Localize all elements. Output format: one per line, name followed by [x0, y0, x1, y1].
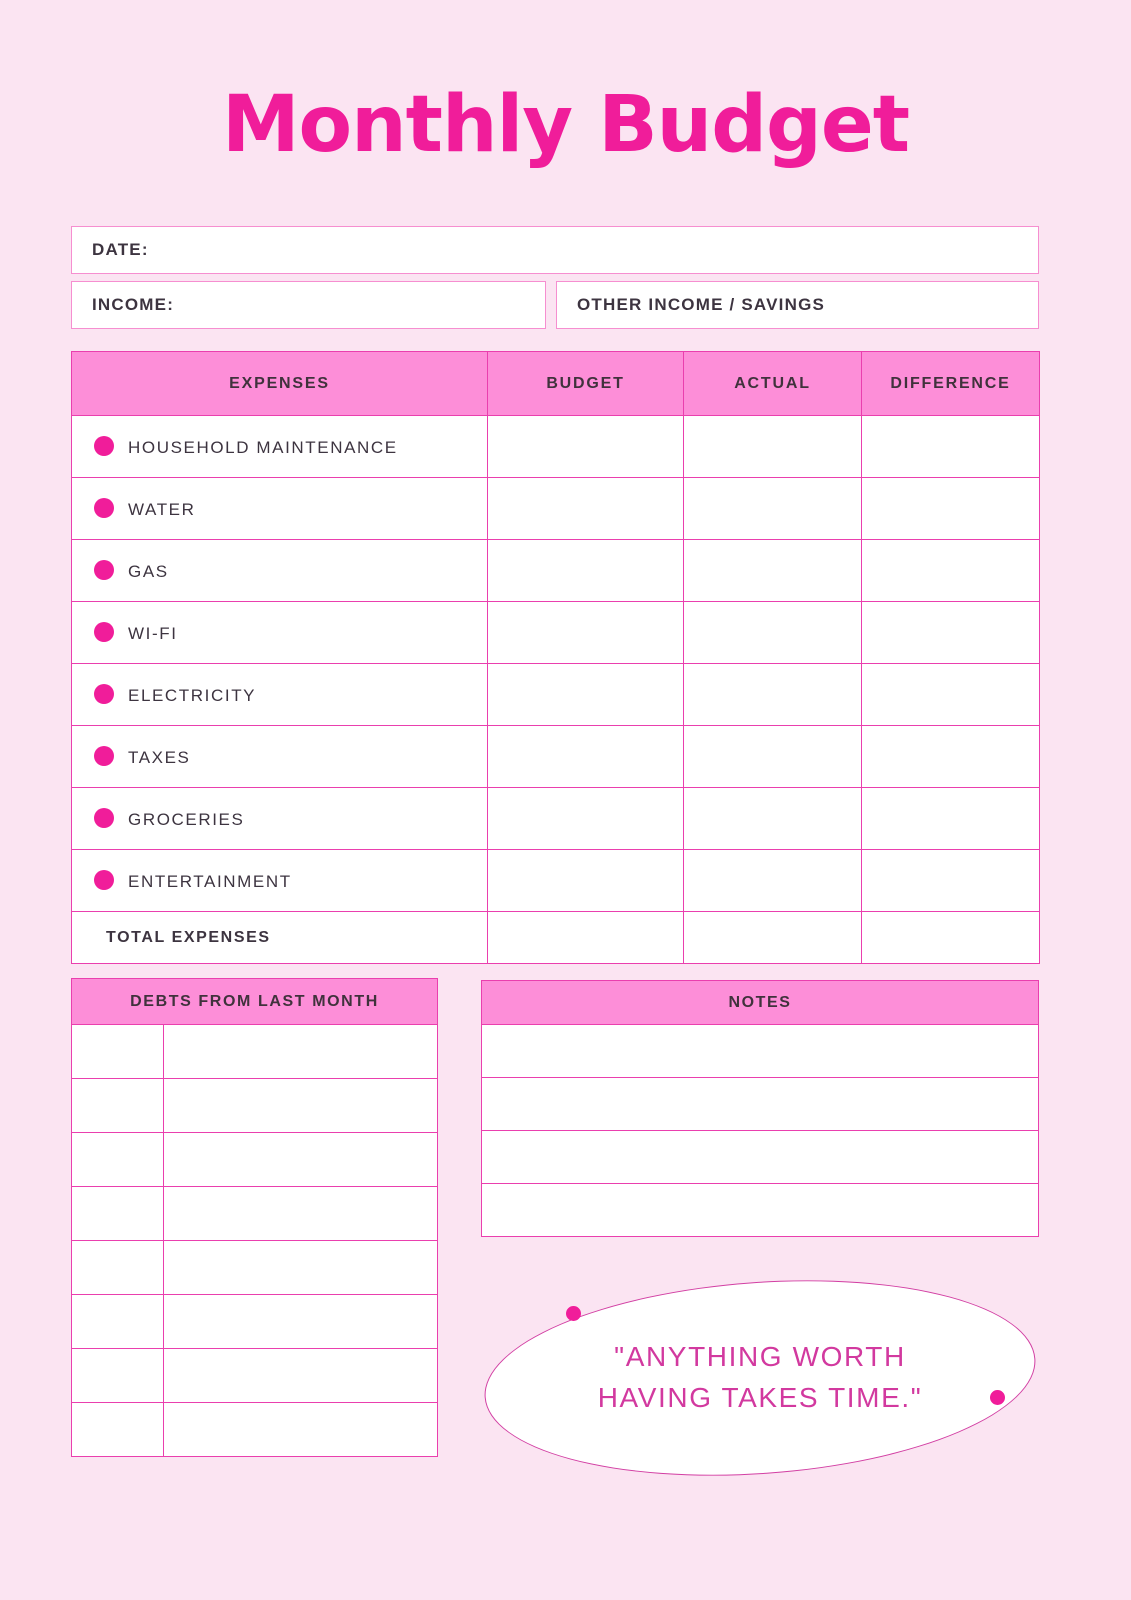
debts-title: DEBTS FROM LAST MONTH — [72, 979, 438, 1025]
debts-table — [71, 978, 438, 1457]
table-row — [72, 540, 1040, 602]
expense-name-cell — [72, 788, 488, 850]
quote-line-2: HAVING TAKES TIME." — [597, 1382, 923, 1413]
debt-name-cell[interactable] — [164, 1241, 438, 1295]
debt-name-cell[interactable] — [164, 1079, 438, 1133]
expense-name-cell — [72, 478, 488, 540]
column-header-expenses: EXPENSES — [72, 352, 488, 416]
budget-cell[interactable] — [488, 416, 684, 478]
column-header-difference: DIFFERENCE — [862, 352, 1040, 416]
quote-badge — [484, 1282, 1036, 1474]
table-row — [72, 602, 1040, 664]
table-row — [72, 788, 1040, 850]
table-row — [72, 1295, 438, 1349]
table-row — [72, 726, 1040, 788]
table-row — [72, 1133, 438, 1187]
budget-cell[interactable] — [488, 478, 684, 540]
total-budget-cell[interactable] — [488, 912, 684, 964]
expense-label: WATER — [128, 499, 196, 519]
debt-amount-cell[interactable] — [72, 1349, 164, 1403]
debt-name-cell[interactable] — [164, 1025, 438, 1079]
difference-cell[interactable] — [862, 788, 1040, 850]
budget-cell[interactable] — [488, 788, 684, 850]
bullet-dot-icon — [94, 808, 114, 828]
note-line[interactable] — [482, 1131, 1039, 1184]
expense-name-cell — [72, 664, 488, 726]
table-row — [482, 1184, 1039, 1237]
income-label: INCOME: — [92, 295, 175, 314]
expense-label: GROCERIES — [128, 809, 245, 829]
expense-name-cell — [72, 602, 488, 664]
debt-name-cell[interactable] — [164, 1187, 438, 1241]
actual-cell[interactable] — [684, 850, 862, 912]
actual-cell[interactable] — [684, 416, 862, 478]
expense-label: GAS — [128, 561, 169, 581]
page-title: Monthly Budget — [221, 80, 910, 170]
expense-label: ENTERTAINMENT — [128, 871, 292, 891]
expense-label: ELECTRICITY — [128, 685, 257, 705]
table-row — [72, 1349, 438, 1403]
column-header-actual: ACTUAL — [684, 352, 862, 416]
expense-name-cell — [72, 850, 488, 912]
debt-amount-cell[interactable] — [72, 1025, 164, 1079]
note-line[interactable] — [482, 1078, 1039, 1131]
difference-cell[interactable] — [862, 478, 1040, 540]
total-actual-cell[interactable] — [684, 912, 862, 964]
quote-line-1: "ANYTHING WORTH — [614, 1341, 906, 1373]
table-row — [72, 1403, 438, 1457]
table-row — [72, 478, 1040, 540]
table-row — [72, 416, 1040, 478]
notes-table — [481, 980, 1039, 1237]
table-row — [72, 1187, 438, 1241]
other-income-savings-field[interactable] — [556, 281, 1039, 329]
actual-cell[interactable] — [684, 726, 862, 788]
debt-name-cell[interactable] — [164, 1349, 438, 1403]
notes-title: NOTES — [482, 981, 1039, 1025]
debt-amount-cell[interactable] — [72, 1241, 164, 1295]
quote-dot-icon-top — [566, 1306, 581, 1321]
difference-cell[interactable] — [862, 416, 1040, 478]
table-row — [72, 1241, 438, 1295]
table-row — [72, 1079, 438, 1133]
date-label: DATE: — [92, 240, 149, 259]
table-row — [72, 850, 1040, 912]
table-row — [72, 1025, 438, 1079]
actual-cell[interactable] — [684, 478, 862, 540]
actual-cell[interactable] — [684, 602, 862, 664]
total-expenses-row — [72, 912, 1040, 964]
table-header-row — [72, 352, 1040, 416]
bullet-dot-icon — [94, 746, 114, 766]
expenses-table — [71, 351, 1040, 964]
table-row — [482, 1025, 1039, 1078]
income-field[interactable] — [71, 281, 546, 329]
table-row — [482, 1131, 1039, 1184]
table-row — [482, 1078, 1039, 1131]
bullet-dot-icon — [94, 870, 114, 890]
bullet-dot-icon — [94, 436, 114, 456]
expense-label: TAXES — [128, 747, 191, 767]
expense-label: WI-FI — [128, 623, 178, 643]
budget-cell[interactable] — [488, 664, 684, 726]
quote-dot-icon-right — [990, 1390, 1005, 1405]
difference-cell[interactable] — [862, 602, 1040, 664]
actual-cell[interactable] — [684, 788, 862, 850]
other-income-label: OTHER INCOME / SAVINGS — [577, 295, 826, 314]
bullet-dot-icon — [94, 622, 114, 642]
expense-name-cell — [72, 416, 488, 478]
debt-name-cell[interactable] — [164, 1133, 438, 1187]
difference-cell[interactable] — [862, 540, 1040, 602]
note-line[interactable] — [482, 1184, 1039, 1237]
bullet-dot-icon — [94, 560, 114, 580]
debt-amount-cell[interactable] — [72, 1403, 164, 1457]
actual-cell[interactable] — [684, 540, 862, 602]
debt-amount-cell[interactable] — [72, 1187, 164, 1241]
expense-label: HOUSEHOLD MAINTENANCE — [128, 437, 398, 457]
date-field[interactable] — [71, 226, 1039, 274]
budget-cell[interactable] — [488, 540, 684, 602]
budget-cell[interactable] — [488, 850, 684, 912]
debt-amount-cell[interactable] — [72, 1133, 164, 1187]
bullet-dot-icon — [94, 498, 114, 518]
total-expenses-label: TOTAL EXPENSES — [72, 912, 488, 964]
difference-cell[interactable] — [862, 664, 1040, 726]
expense-name-cell — [72, 726, 488, 788]
expense-name-cell — [72, 540, 488, 602]
table-row — [72, 664, 1040, 726]
actual-cell[interactable] — [684, 664, 862, 726]
debt-amount-cell[interactable] — [72, 1295, 164, 1349]
note-line[interactable] — [482, 1025, 1039, 1078]
column-header-budget: BUDGET — [488, 352, 684, 416]
notes-header-row — [482, 981, 1039, 1025]
difference-cell[interactable] — [862, 726, 1040, 788]
debts-header-row — [72, 979, 438, 1025]
debt-name-cell[interactable] — [164, 1403, 438, 1457]
debt-name-cell[interactable] — [164, 1295, 438, 1349]
budget-cell[interactable] — [488, 602, 684, 664]
bullet-dot-icon — [94, 684, 114, 704]
debt-amount-cell[interactable] — [72, 1079, 164, 1133]
difference-cell[interactable] — [862, 850, 1040, 912]
total-difference-cell[interactable] — [862, 912, 1040, 964]
budget-cell[interactable] — [488, 726, 684, 788]
